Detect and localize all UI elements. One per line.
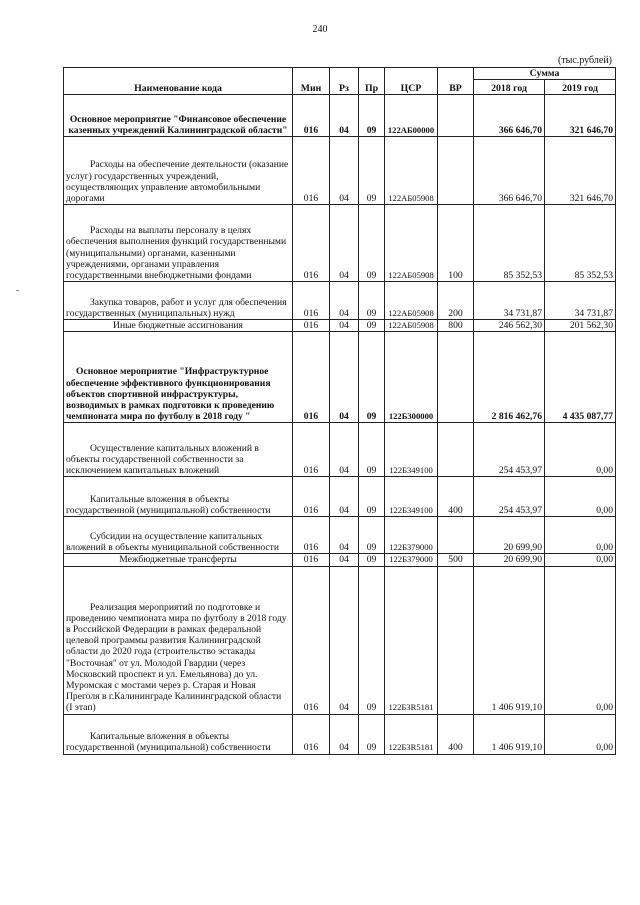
- row-name: Капитальные вложения в объекты государственной (муниципальной) собственности: [64, 714, 293, 754]
- table-row: [64, 95, 616, 137]
- row-rz: 04: [330, 95, 359, 137]
- row-rz: 04: [330, 282, 359, 320]
- row-pr: 09: [359, 282, 385, 320]
- row-csr: 122Б3R5181: [385, 714, 438, 754]
- row-pr: 09: [359, 554, 385, 566]
- table-row: [64, 517, 616, 554]
- row-csr: 122АБ05908: [385, 137, 438, 205]
- row-vr: [438, 517, 474, 554]
- row-rz: 04: [330, 517, 359, 554]
- row-vr: [438, 95, 474, 137]
- row-rz: 04: [330, 320, 359, 332]
- row-2019: 34 731,87: [545, 282, 616, 320]
- row-2018: 366 646,70: [474, 137, 545, 205]
- row-mn: 016: [293, 205, 330, 282]
- row-rz: 04: [330, 423, 359, 477]
- row-2019: 0,00: [545, 423, 616, 477]
- row-2018: 34 731,87: [474, 282, 545, 320]
- row-pr: 09: [359, 205, 385, 282]
- row-rz: 04: [330, 205, 359, 282]
- table-row: [64, 137, 616, 205]
- row-mn: 016: [293, 137, 330, 205]
- header-row-1: [64, 68, 616, 80]
- row-2019: 321 646,70: [545, 137, 616, 205]
- row-csr: 122Б379000: [385, 554, 438, 566]
- row-name: Закупка товаров, работ и услуг для обеспечения государственных (муниципальных) нужд: [64, 282, 293, 320]
- row-pr: 09: [359, 320, 385, 332]
- row-name: Субсидии на осуществление капитальных вложений в объекты муниципальной собственности: [64, 517, 293, 554]
- row-vr: [438, 137, 474, 205]
- table-row: [64, 566, 616, 714]
- row-pr: 09: [359, 566, 385, 714]
- row-2018: 254 453,97: [474, 423, 545, 477]
- row-csr: 122Б3R5181: [385, 566, 438, 714]
- row-2018: 1 406 919,10: [474, 714, 545, 754]
- row-csr: 122АБ00000: [385, 95, 438, 137]
- row-rz: 04: [330, 332, 359, 423]
- header-2019: 2019 год: [545, 80, 616, 95]
- row-2019: 4 435 087,77: [545, 332, 616, 423]
- row-name: Основное мероприятие "Финансовое обеспечение казенных учреждений Калининградской области": [64, 95, 293, 137]
- row-mn: 016: [293, 566, 330, 714]
- row-2018: 85 352,53: [474, 205, 545, 282]
- row-pr: 09: [359, 423, 385, 477]
- row-vr: 500: [438, 554, 474, 566]
- table-row: [64, 332, 616, 423]
- row-vr: 800: [438, 320, 474, 332]
- row-vr: [438, 332, 474, 423]
- units-note: (тыс.рублей): [557, 55, 612, 66]
- row-rz: 04: [330, 477, 359, 517]
- row-vr: 400: [438, 714, 474, 754]
- table-row: [64, 714, 616, 754]
- row-2018: 246 562,30: [474, 320, 545, 332]
- row-csr: 122АБ05908: [385, 320, 438, 332]
- header-name: Наименование кода: [64, 68, 293, 95]
- header-pr: Пр: [359, 68, 385, 95]
- header-mn: Мин: [293, 68, 330, 95]
- row-csr: 122Б379000: [385, 517, 438, 554]
- table-row: [64, 282, 616, 320]
- row-mn: 016: [293, 320, 330, 332]
- table-row: [64, 477, 616, 517]
- row-name: Иные бюджетные ассигнования: [64, 320, 293, 332]
- row-vr: 200: [438, 282, 474, 320]
- row-2019: 321 646,70: [545, 95, 616, 137]
- row-name: Межбюджетные трансферты: [64, 554, 293, 566]
- row-csr: 122АБ05908: [385, 205, 438, 282]
- table-row: [64, 554, 616, 566]
- row-mn: 016: [293, 714, 330, 754]
- row-rz: 04: [330, 137, 359, 205]
- header-csr: ЦСР: [385, 68, 438, 95]
- table-row: [64, 423, 616, 477]
- row-vr: [438, 566, 474, 714]
- row-name: Расходы на обеспечение деятельности (оказание услуг) государственных учреждений, осуществляющих управление автомобильными дорогами: [64, 137, 293, 205]
- row-name: Реализация мероприятий по подготовке и проведению чемпионата мира по футболу в 2018 году в Российской Федерации в рамках федеральной целевой программы развития Калининградской области до 2020 года (строительство эстакады "Восточная" от ул. Молодой Гвардии (через Московский проспект и ул. Емельянова) до ул. Муромская с мостами через р. Старая и Новая Преголя в г.Калининграде Калининградской области (I этап): [64, 566, 293, 714]
- row-csr: 122Б300000: [385, 332, 438, 423]
- row-csr: 122Б349100: [385, 423, 438, 477]
- row-mn: 016: [293, 282, 330, 320]
- row-pr: 09: [359, 332, 385, 423]
- row-pr: 09: [359, 517, 385, 554]
- row-name: Основное мероприятие "Инфраструктурное обеспечение эффективного функционирования объектов спортивной инфраструктуры, возводимых в рамках подготовки к проведению чемпионата мира по футболу в 2018 году ": [64, 332, 293, 423]
- page-number: 240: [312, 24, 328, 35]
- row-rz: 04: [330, 566, 359, 714]
- row-mn: 016: [293, 477, 330, 517]
- budget-table: [63, 67, 616, 755]
- row-pr: 09: [359, 714, 385, 754]
- row-name: Осуществление капитальных вложений в объекты государственной собственности за исключением капитальных вложений: [64, 423, 293, 477]
- row-2019: 201 562,30: [545, 320, 616, 332]
- header-vr: ВР: [438, 68, 474, 95]
- row-csr: 122Б349100: [385, 477, 438, 517]
- table-row: [64, 320, 616, 332]
- row-2018: 20 699,90: [474, 554, 545, 566]
- row-pr: 09: [359, 95, 385, 137]
- row-2018: 20 699,90: [474, 517, 545, 554]
- header-sum: Сумма: [474, 68, 616, 80]
- row-2018: 2 816 462,76: [474, 332, 545, 423]
- row-2019: 0,00: [545, 517, 616, 554]
- table-row: [64, 205, 616, 282]
- row-name: Расходы на выплаты персоналу в целях обеспечения выполнения функций государственными (муниципальными) органами, казенными учреждениями, органами управления государственными внебюджетными фондами: [64, 205, 293, 282]
- row-name: Капитальные вложения в объекты государственной (муниципальной) собственности: [64, 477, 293, 517]
- row-csr: 122АБ05908: [385, 282, 438, 320]
- row-mn: 016: [293, 332, 330, 423]
- row-2019: 0,00: [545, 554, 616, 566]
- row-pr: 09: [359, 137, 385, 205]
- row-mn: 016: [293, 517, 330, 554]
- row-2019: 0,00: [545, 714, 616, 754]
- row-vr: 100: [438, 205, 474, 282]
- row-2019: 0,00: [545, 477, 616, 517]
- row-2018: 254 453,97: [474, 477, 545, 517]
- row-2018: 1 406 919,10: [474, 566, 545, 714]
- row-mn: 016: [293, 423, 330, 477]
- row-2019: 85 352,53: [545, 205, 616, 282]
- row-rz: 04: [330, 554, 359, 566]
- header-2018: 2018 год: [474, 80, 545, 95]
- row-rz: 04: [330, 714, 359, 754]
- row-mn: 016: [293, 95, 330, 137]
- header-rz: Рз: [330, 68, 359, 95]
- row-mn: 016: [293, 554, 330, 566]
- scan-mark: [16, 290, 19, 291]
- row-vr: [438, 423, 474, 477]
- row-vr: 400: [438, 477, 474, 517]
- row-2019: 0,00: [545, 566, 616, 714]
- row-2018: 366 646,70: [474, 95, 545, 137]
- row-pr: 09: [359, 477, 385, 517]
